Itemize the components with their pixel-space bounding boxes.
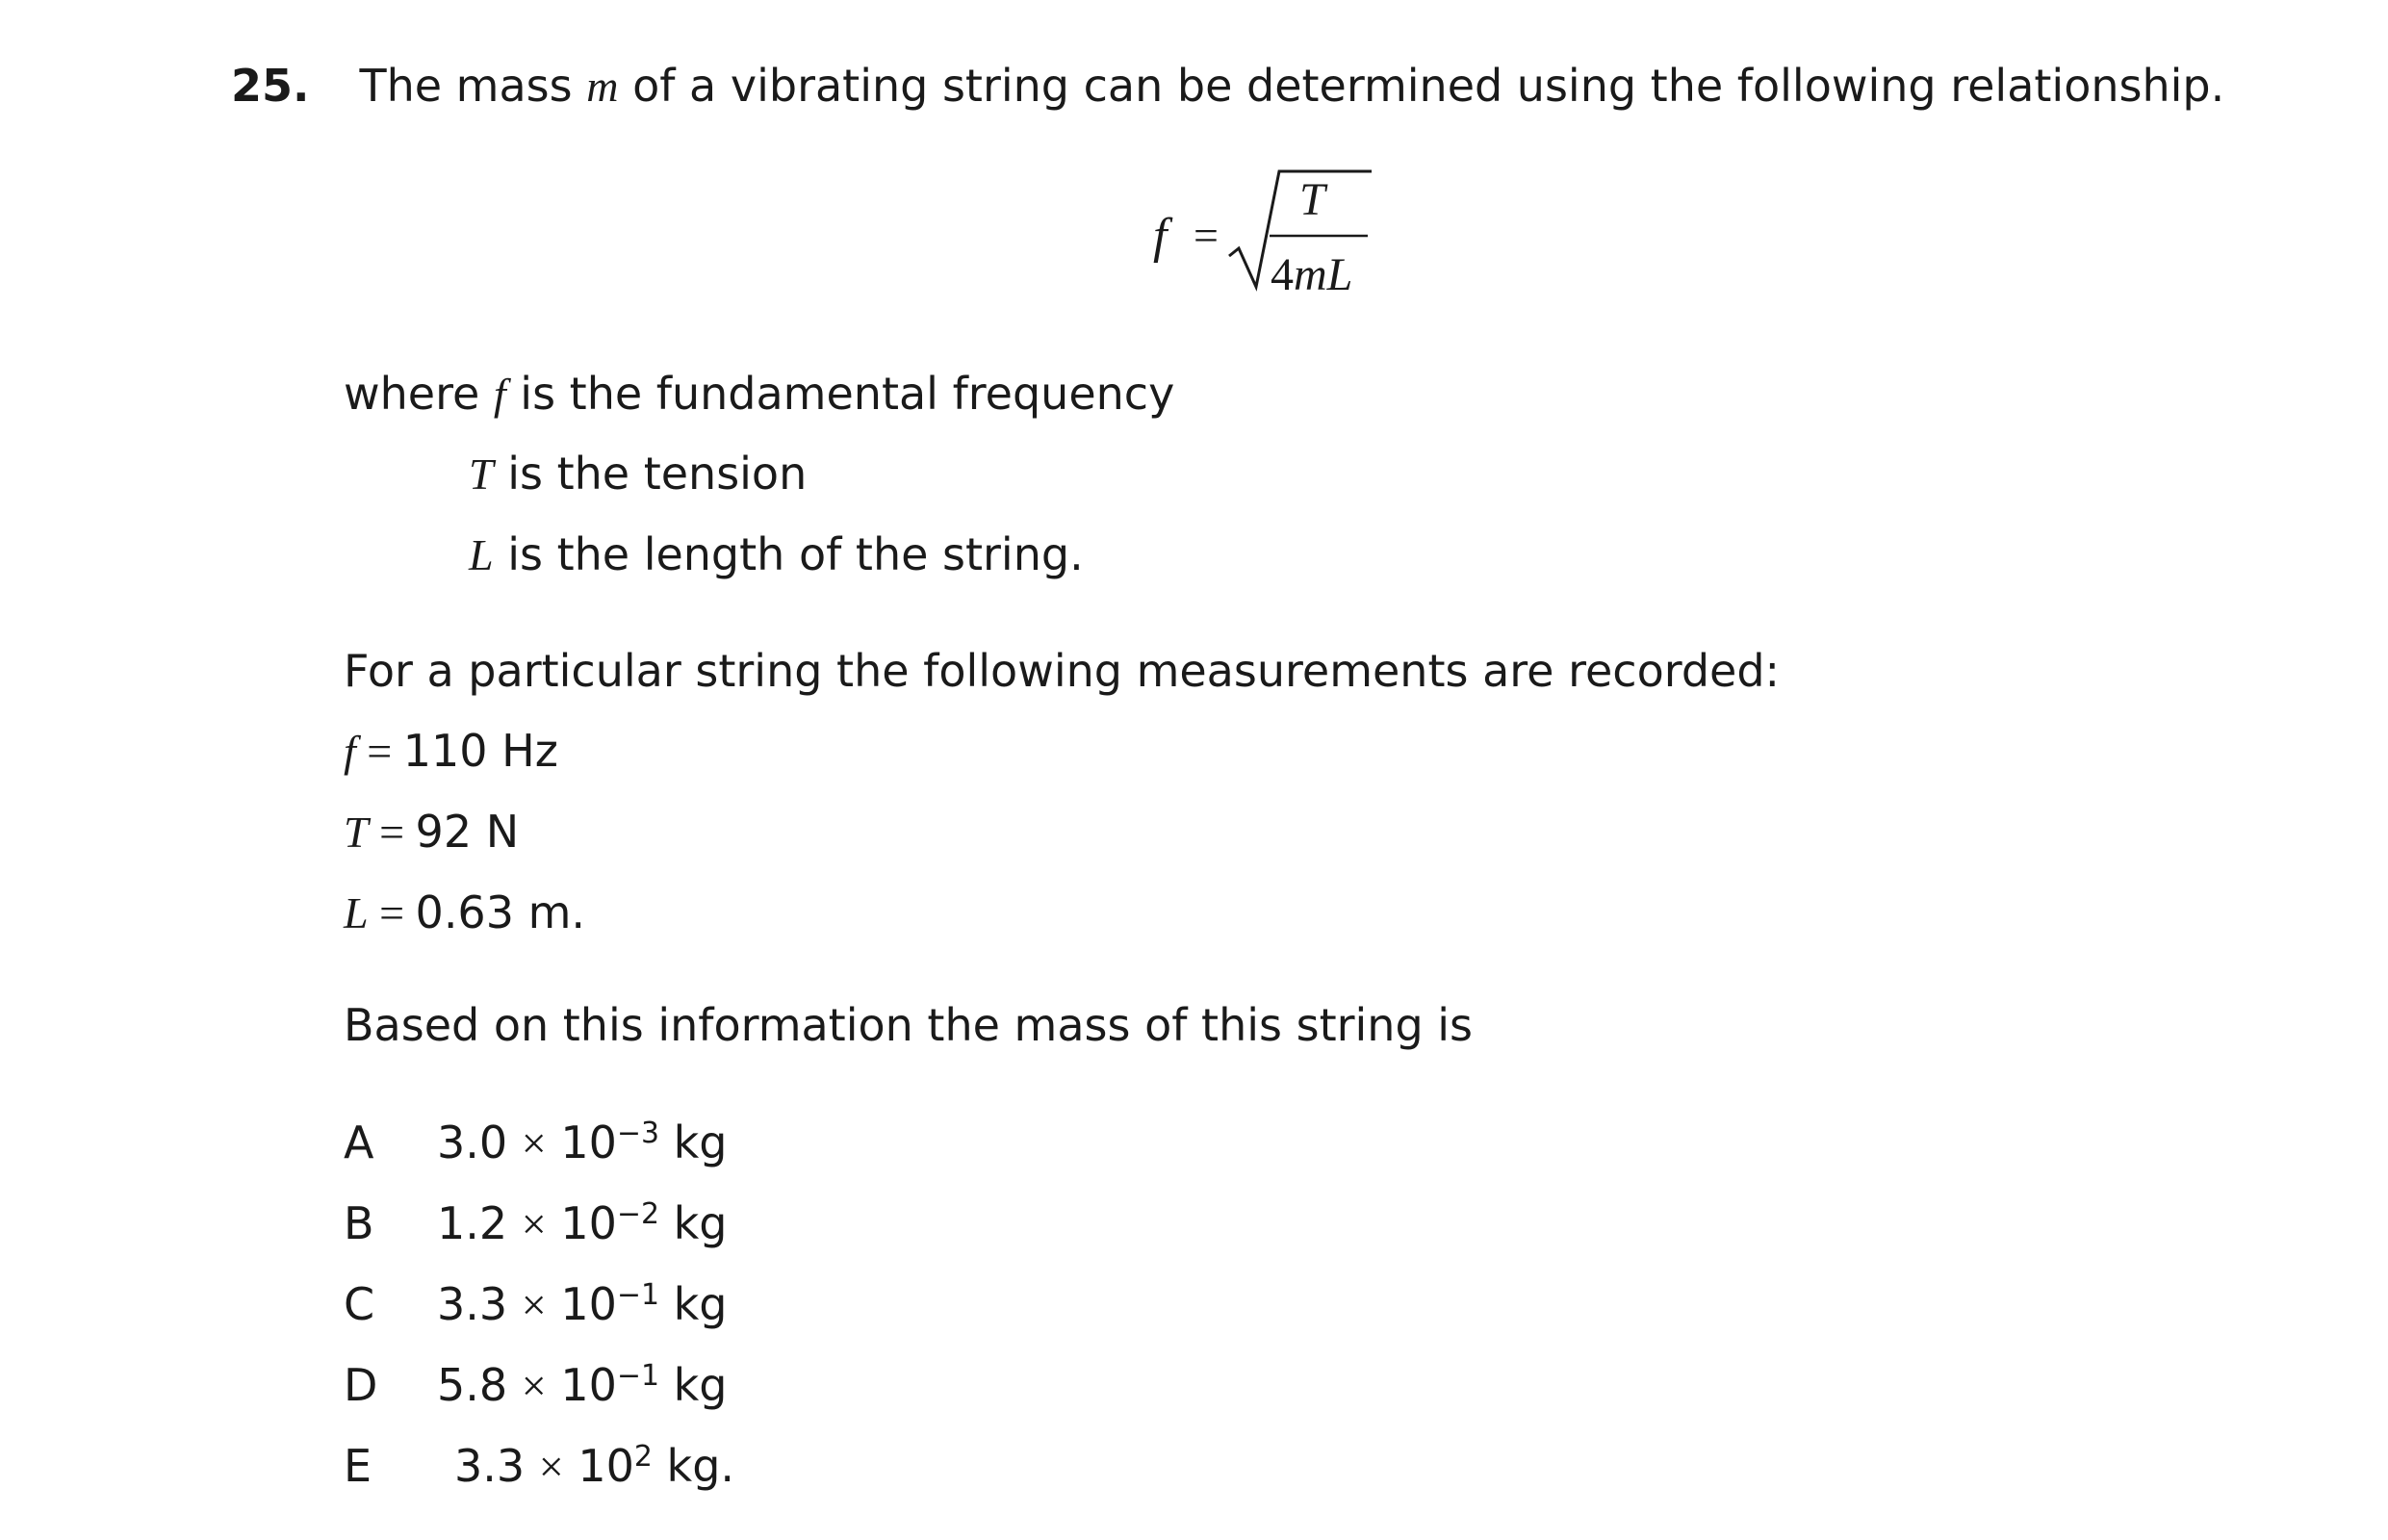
option-letter: C <box>344 1278 375 1330</box>
measurement-l: L = 0.63 m. <box>344 886 586 938</box>
where-var-t: T <box>469 449 494 499</box>
option-letter: B <box>344 1197 374 1249</box>
where-l-line <box>469 528 1084 580</box>
option-value: $1.2 \times 10^{-2}$ kg <box>437 1196 728 1249</box>
option-value: $3.3 \times 10^2$ kg. <box>454 1439 735 1492</box>
equation-denominator: 4mL <box>1271 249 1353 300</box>
stem-text-after: of a vibrating string can be determined using the following relationship. <box>618 60 2225 112</box>
measurement-f: f = 110 Hz <box>344 725 558 777</box>
option-letter: A <box>344 1116 374 1168</box>
where-desc-t: is the tension <box>493 448 808 500</box>
option-letter: D <box>344 1359 378 1411</box>
stem-text-before: The mass <box>359 60 587 112</box>
equation-equals: = <box>1194 211 1219 260</box>
measurements-intro: For a particular string the following measurements are recorded: <box>344 645 1781 697</box>
where-desc-f: is the fundamental frequency <box>505 368 1175 420</box>
option-letter: E <box>344 1440 372 1492</box>
question-number: 25. <box>231 60 310 112</box>
where-desc-l: is the length of the string. <box>493 528 1084 580</box>
option-value: $5.8 \times 10^{-1}$ kg <box>437 1358 728 1411</box>
measurement-t: T = 92 N <box>344 806 520 858</box>
where-f-line <box>344 368 1175 420</box>
option-value: $3.3 \times 10^{-1}$ kg <box>437 1277 728 1330</box>
question-stem <box>231 60 2225 112</box>
where-var-f: f <box>493 370 506 419</box>
where-var-l: L <box>469 530 494 579</box>
where-t-line <box>469 448 808 500</box>
equation-lhs: f <box>1153 209 1168 264</box>
where-lead: where <box>344 368 494 420</box>
option-value: $3.0 \times 10^{-3}$ kg <box>437 1116 728 1168</box>
question-prompt: Based on this information the mass of this string is <box>344 999 1474 1051</box>
equation-numerator: T <box>1299 174 1325 225</box>
stem-variable-m: m <box>586 62 619 111</box>
